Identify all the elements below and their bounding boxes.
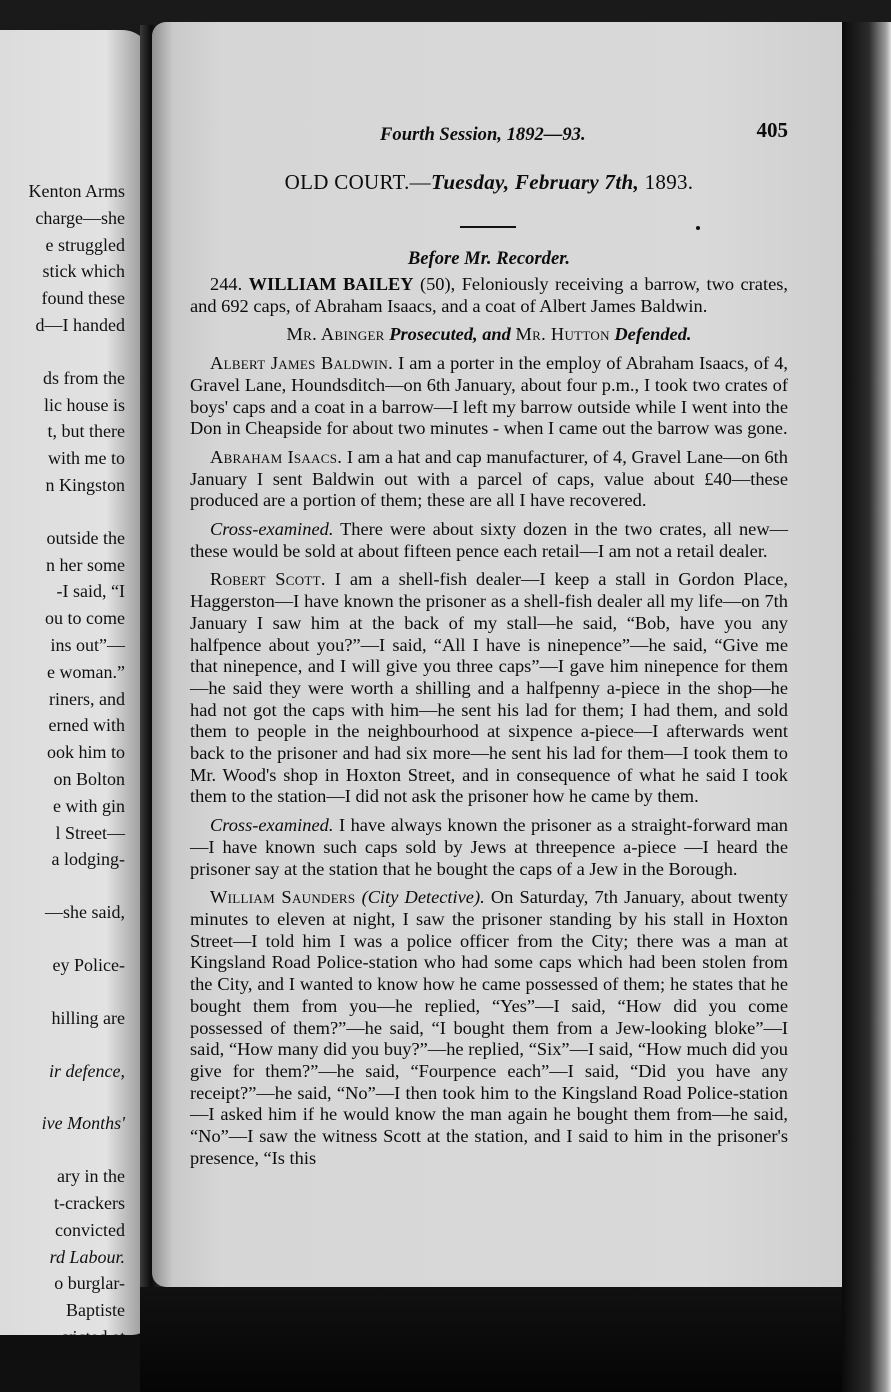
- witness-name: Robert Scott.: [210, 569, 326, 590]
- witness-name: Abraham Isaacs.: [210, 446, 343, 467]
- running-header: [190, 118, 788, 150]
- before-judge: Before Mr. Recorder.: [407, 248, 571, 269]
- testimony-label: (City Detective).: [361, 887, 485, 908]
- left-page-line: n her some: [46, 554, 125, 575]
- left-page-line: ir defence,: [49, 1060, 125, 1081]
- left-page-line: ook him to: [46, 742, 125, 763]
- court-name: OLD COURT.—: [284, 170, 431, 194]
- session-title: Fourth Session, 1892—93.: [380, 124, 586, 145]
- left-page-line: on Bolton: [53, 768, 125, 789]
- bottom-shadow: [140, 1287, 842, 1392]
- left-page-line: riners, and: [49, 688, 125, 709]
- testimony-label: Cross-examined.: [210, 815, 334, 836]
- left-page-line: ds from the: [43, 367, 125, 388]
- court-heading: [190, 170, 788, 195]
- case-body: [190, 274, 788, 1176]
- left-page-line: lic house is: [44, 394, 125, 415]
- case-entry: [190, 274, 788, 317]
- testimony-text: I have always known the prisoner as a straight-forward man—I have known such caps sold by Jews at threepence a-piece —I heard the prisoner say at the station that he bought the caps of a Jew in the Borough.: [190, 815, 788, 879]
- left-page-line: o burglar-: [54, 1273, 125, 1294]
- left-page-line: n Kingston: [45, 474, 125, 495]
- left-page-line: ary in the: [57, 1166, 125, 1187]
- prosecuting-counsel: Mr. Abinger: [286, 324, 385, 345]
- left-line-gap: [0, 499, 125, 525]
- counsel-line: [190, 324, 788, 346]
- left-page-text: [0, 178, 125, 1377]
- case-number: 244.: [210, 274, 243, 294]
- left-line-gap: [0, 1084, 125, 1110]
- left-page-line: found these: [41, 288, 125, 309]
- left-page-line: ey Police-: [52, 954, 125, 975]
- left-page-line: -I said, “I: [56, 581, 125, 602]
- testimony-paragraph: [190, 353, 788, 440]
- testimony-paragraph: [190, 447, 788, 512]
- left-page-line: charge—she: [35, 207, 125, 228]
- left-page-line: hilling are: [51, 1007, 125, 1028]
- left-page-line: AGGIS—: [51, 1353, 125, 1374]
- left-page-line: stick which: [42, 261, 125, 282]
- left-page-line: Kenton Arms: [28, 181, 125, 201]
- charge-text: Feloniously receiving a barrow, two crates, and 692 caps, of Abraham Isaacs, and a coat of Albert James Baldwin.: [190, 274, 788, 316]
- left-page-line: e with gin: [53, 795, 125, 816]
- speck: [696, 226, 700, 230]
- left-page-line: convicted: [55, 1219, 125, 1240]
- left-line-gap: [0, 926, 125, 952]
- left-page-line: victed at: [63, 1326, 125, 1347]
- left-page-line: e woman.”: [47, 661, 125, 682]
- left-page-line: —she said,: [45, 902, 125, 923]
- testimony-text: I am a hat and cap manufacturer, of 4, Gravel Lane—on 6th January I sent Baldwin out with a parcel of caps, value about £40—these produced are a portion of them; these are all I have recovered.: [190, 446, 788, 511]
- testimony-paragraph: [190, 887, 788, 1169]
- left-page: [0, 30, 152, 1374]
- left-page-line: e struggled: [45, 234, 125, 255]
- defending-counsel: Mr. Hutton: [515, 324, 610, 345]
- defendant-age: (50),: [419, 274, 456, 294]
- testimony-paragraph: [190, 815, 788, 880]
- court-date: Tuesday, February 7th,: [430, 170, 640, 194]
- left-page-line: with me to: [48, 448, 125, 469]
- defended-label: Defended.: [614, 324, 692, 345]
- testimony-paragraph: [190, 519, 788, 562]
- witness-name: Albert James Baldwin.: [210, 353, 393, 374]
- testimony-text: I am a porter in the employ of Abraham Isaacs, of 4, Gravel Lane, Houndsditch—on 6th January, about four p.m., I took two crates of boys' caps and a coat in a barrow—I left my barrow outside while I went into the Don in Cheapside for about two minutes - when I came out the barrow was gone.: [190, 353, 788, 439]
- left-page-line: Baptiste: [66, 1300, 125, 1321]
- page-edge-shadow: [842, 22, 891, 1392]
- left-page-line: erned with: [48, 715, 125, 736]
- left-line-gap: [0, 1032, 125, 1058]
- testimony-text: I am a shell-fish dealer—I keep a stall in Gordon Place, Haggerston—I have known the prisoner as a shell-fish dealer all my life—on 7th January I saw him at the back of my stall—he said, “Bob, have you any halfpence about you?”—I said, “All I have is ninepence”—he said, “Give me that ninepence, and I will give you three caps”—I gave him ninepence for them—he said they were worth a shilling and a halfpenny a-piece in the shop—he had not got the caps with him—he sent his lad for them; I had them, and sold them to people in the neighbourhood at sixpence a-piece—I afterwards went back to the prisoner and had six more—he sent his lad for them—I took them to Mr. Wood's shop in Hoxton Street, and in consequence of what he said I took them to the station—I did not ask the prisoner how he came by them.: [190, 569, 788, 807]
- left-line-gap: [0, 1137, 125, 1163]
- left-page-line: outside the: [46, 527, 125, 548]
- left-line-gap: [0, 339, 125, 365]
- testimony-list: [190, 353, 788, 1169]
- page-number: 405: [756, 118, 788, 142]
- prosecuted-label: Prosecuted, and: [389, 324, 511, 345]
- left-page-line: t-crackers: [54, 1192, 125, 1213]
- witness-name: William Saunders: [210, 887, 356, 908]
- testimony-label: Cross-examined.: [210, 519, 334, 540]
- right-page: [152, 22, 842, 1287]
- court-year: 1893.: [644, 170, 694, 194]
- heading-rule: [460, 226, 516, 228]
- testimony-text: There were about sixty dozen in the two crates, all new—these would be sold at about fifteen pence each retail—I am not a retail dealer.: [190, 519, 788, 561]
- left-page-line: rd Labour.: [49, 1246, 125, 1267]
- left-page-line: l Street—: [55, 822, 125, 843]
- left-page-line: ins out”—: [50, 634, 125, 655]
- left-page-line: t, but there: [47, 421, 125, 442]
- left-line-gap: [0, 873, 125, 899]
- left-page-line: a lodging-: [51, 849, 125, 870]
- testimony-paragraph: [190, 569, 788, 808]
- left-page-line: ive Months': [41, 1113, 125, 1134]
- left-line-gap: [0, 979, 125, 1005]
- testimony-text: On Saturday, 7th January, about twenty minutes to eleven at night, I saw the prisoner standing by his stall in Hoxton Street—I told him I was a police officer from the City; there was a man at Kingsland Road Police-station who had some caps which had been stolen from the City, and I wanted to know how he came possessed of them; he states that he bought them from you—he replied, “Yes”—I said, “How did you come possessed of them?”—he said, “I bought them from a Jew-looking bloke”—I said, “How many did you buy?”—he replied, “Six”—I said, “How much did you give for them?”—he said, “Fourpence each”—I said, “Did you have any receipt?”—he said, “No”—I then took him to the Kingsland Road Police-station—I asked him if he would know the man again he bought them from—he said, “No”—I saw the witness Scott at the station, and I said to him in the prisoner's presence, “Is this: [190, 887, 788, 1168]
- left-page-line: ou to come: [45, 608, 125, 629]
- left-page-line: d—I handed: [35, 314, 125, 335]
- defendant-name: WILLIAM BAILEY: [248, 274, 414, 294]
